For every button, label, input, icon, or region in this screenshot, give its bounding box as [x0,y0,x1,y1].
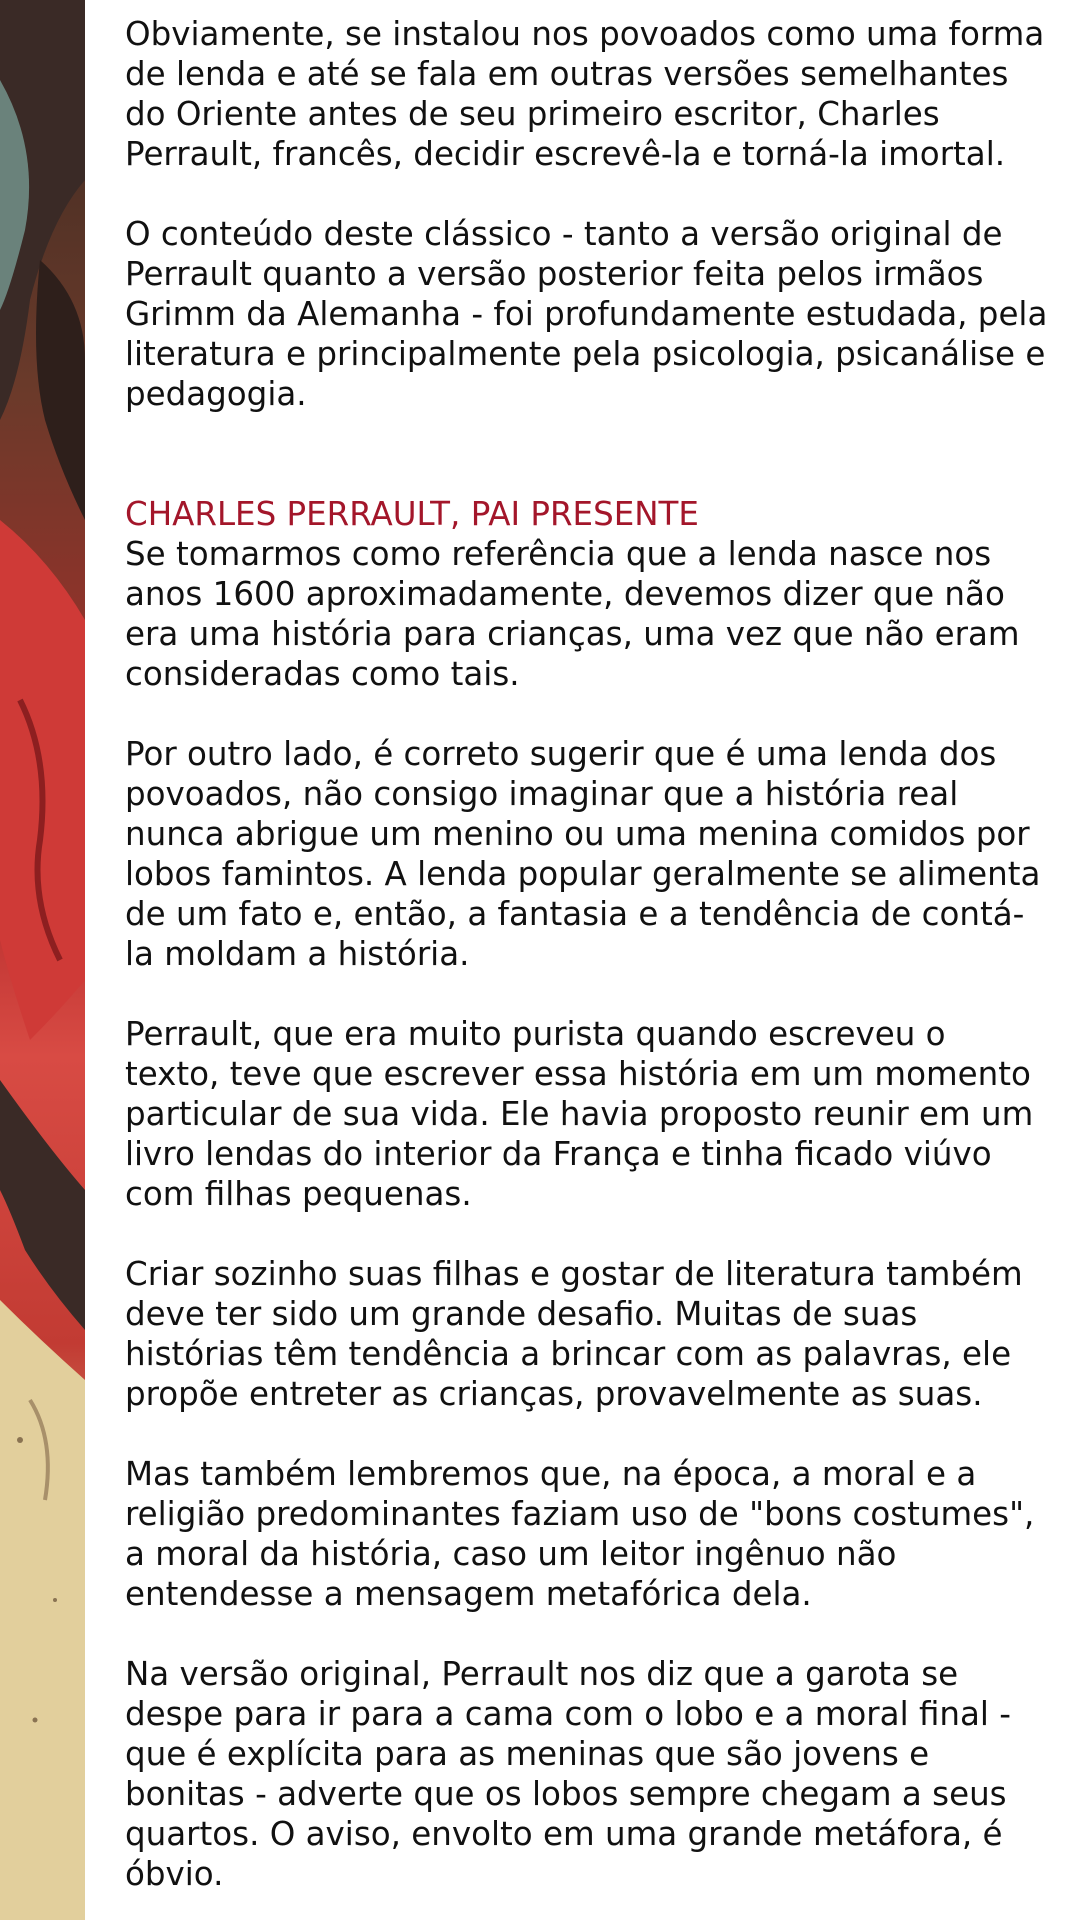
side-illustration [0,0,85,1920]
section-paragraph-2: Por outro lado, é correto sugerir que é uma lenda dos povoados, não consigo imaginar que a história real nunca abrigue um menino ou uma menina comidos por lobos famintos. A lenda popular geralmente se alimenta de um fato e, então, a fantasia e a tendência de contá-la moldam a história. [125,735,1041,973]
section-paragraph-3: Perrault, que era muito purista quando escreveu o texto, teve que escrever essa história em um momento particular de sua vida. Ele havia proposto reunir em um livro lendas do interior da França e tinha ficado viúvo com filhas pequenas. [125,1015,1034,1213]
section-spacer [125,454,1050,494]
intro-paragraph-1: Obviamente, se instalou nos povoados como uma forma de lenda e até se fala em outras versões semelhantes do Oriente antes de seu primeiro escritor, Charles Perrault, francês, decidir escrevê-la e torná-la imortal. [125,15,1045,173]
article-body [125,14,1050,1894]
section-heading: CHARLES PERRAULT, PAI PRESENTE [125,495,699,533]
section-paragraph-4: Criar sozinho suas filhas e gostar de literatura também deve ter sido um grande desafio. Muitas de suas histórias têm tendência a brincar com as palavras, ele propõe entreter as crianças, provavelmente as suas. [125,1255,1023,1413]
section-paragraph-6: Na versão original, Perrault nos diz que a garota se despe para ir para a cama com o lobo e a moral final - que é explícita para as meninas que são jovens e bonitas - adverte que os lobos sempre chegam a seus quartos. O aviso, envolto em uma grande metáfora, é óbvio. [125,1655,1012,1893]
section-paragraph-5: Mas também lembremos que, na época, a moral e a religião predominantes faziam uso de "bons costumes", a moral da história, caso um leitor ingênuo não entendesse a mensagem metafórica dela. [125,1455,1035,1613]
intro-paragraph-2: O conteúdo deste clássico - tanto a versão original de Perrault quanto a versão posterior feita pelos irmãos Grimm da Alemanha - foi profundamente estudada, pela literatura e principalmente pela psicologia, psicanálise e pedagogia. [125,215,1048,413]
illustration-graphic [0,0,85,1920]
section-paragraph-1: Se tomarmos como referência que a lenda nasce nos anos 1600 aproximadamente, devemos dizer que não era uma história para crianças, uma vez que não eram consideradas como tais. [125,535,1020,693]
